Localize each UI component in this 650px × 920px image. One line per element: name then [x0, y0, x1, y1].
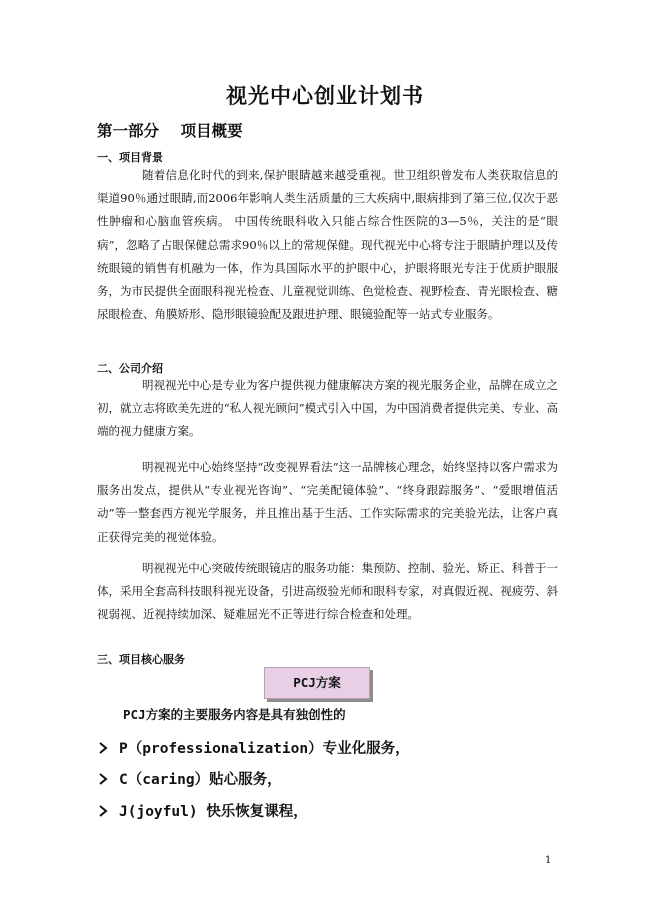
- arrow-bullet-icon: [97, 737, 109, 759]
- pcj-intro-text: 方案的主要服务内容是具有独创性的: [145, 707, 346, 722]
- service-bullet-p: [97, 737, 410, 760]
- section-heading-company: 二、公司介绍: [97, 362, 163, 375]
- part-heading: 第一部分 项目概要: [97, 121, 243, 140]
- service-bullet-j: [97, 800, 308, 823]
- pcj-intro-prefix: PCJ: [123, 707, 146, 722]
- document-title: 视光中心创业计划书: [226, 83, 424, 108]
- section-heading-background: 一、项目背景: [97, 151, 163, 164]
- arrow-bullet-icon: [97, 800, 109, 822]
- company-paragraph-3: 明视视光中心突破传统眼镜店的服务功能：集预防、控制、验光、矫正、科普于一体，采用全套高科技眼科视光设备，引进高级验光师和眼科专家，对真假近视、视疲劳、斜视弱视、近视持续加深、疑难屈光不正等进行综合检查和处理。: [97, 561, 558, 622]
- background-paragraph: 随着信息化时代的到来,保护眼睛越来越受重视。世卫组织曾发布人类获取信息的渠道90％通过眼睛,而2006年影响人类生活质量的三大疾病中,眼病排到了第三位,仅次于恶性肿瘤和心脑血管疾病。 中国传统眼科收入只能占综合性医院的3—5％，关注的是“眼病”，忽略了占眼保健总需求90％以上的常规保健。现代视光中心将专注于眼睛护理以及传统眼镜的销售有机融为一体，作为具国际水平的护眼中心，护眼将眼光专注于优质护眼服务，为市民提供全面眼科视光检查、儿童视觉训练、色觉检查、视野检查、青光眼检查、糖尿眼检查、角膜矫形、隐形眼镜验配及跟进护理、眼镜验配等一站式专业服务。: [97, 168, 558, 322]
- service-bullet-c-text: C（caring）贴心服务，: [119, 772, 282, 788]
- service-bullet-p-text: P（professionalization）专业化服务，: [119, 741, 410, 757]
- service-bullet-j-text: J(joyful) 快乐恢复课程，: [119, 804, 308, 820]
- service-bullet-c: [97, 768, 282, 791]
- company-paragraph-2: 明视视光中心始终坚持“改变视界看法”这一品牌核心理念，始终坚持以客户需求为服务出发点，提供从“专业视光咨询”、“完美配镜体验”、“终身跟踪服务”、“爱眼增值活动”等一整套西方视光学服务，并且推出基于生活、工作实际需求的完美验光法，让客户真正获得完美的视觉体验。: [97, 460, 558, 544]
- section-heading-core-services: 三、项目核心服务: [97, 653, 185, 666]
- pcj-intro: [123, 706, 346, 724]
- company-paragraph-1: 明视视光中心是专业为客户提供视力健康解决方案的视光服务企业，品牌在成立之初，就立志将欧美先进的“私人视光顾问”模式引入中国，为中国消费者提供完美、专业、高端的视力健康方案。: [97, 378, 558, 439]
- page-number: 1: [545, 855, 552, 866]
- arrow-bullet-icon: [97, 768, 109, 790]
- pcj-plan-box: PCJ方案: [264, 667, 370, 699]
